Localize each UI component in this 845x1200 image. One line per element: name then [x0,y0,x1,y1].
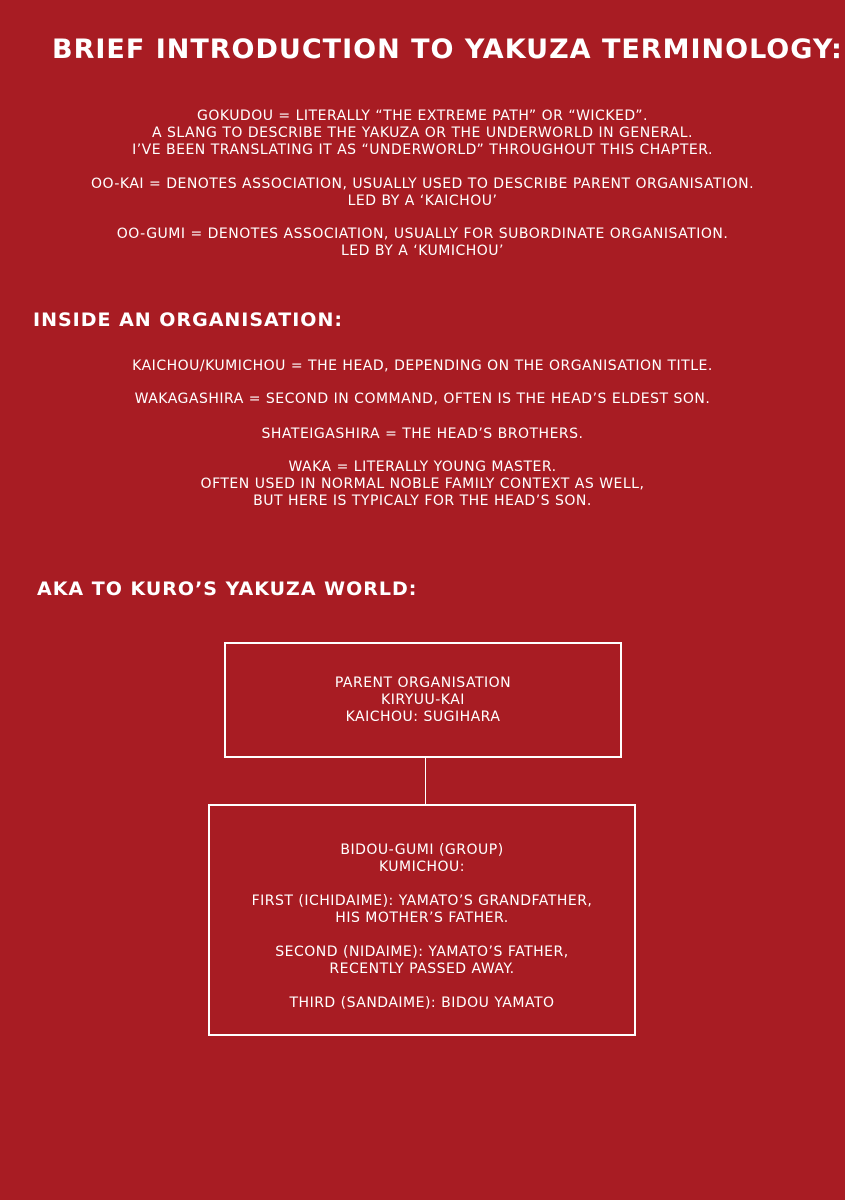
definition-line: I’VE BEEN TRANSLATING IT AS “UNDERWORLD” THROUGHOUT THIS CHAPTER. [132,142,713,158]
box-line: KIRYUU-KAI [381,692,465,708]
definition-oo-kai [0,176,845,210]
definition-line: OO-GUMI = DENOTES ASSOCIATION, USUALLY FOR SUBORDINATE ORGANISATION. [116,226,729,242]
definition-line: GOKUDOU = LITERALLY “THE EXTREME PATH” OR “WICKED”. [197,108,648,124]
hierarchy-connector [425,758,426,804]
role-shateigashira [0,426,845,443]
generation-line: SECOND (NIDAIME): YAMATO’S FATHER, [275,944,569,960]
box-line: KAICHOU: SUGIHARA [345,709,501,725]
definition-line: LED BY A ‘KUMICHOU’ [341,243,504,259]
definition-line: LED BY A ‘KAICHOU’ [347,193,498,209]
definition-line: OO-KAI = DENOTES ASSOCIATION, USUALLY USED TO DESCRIBE PARENT ORGANISATION. [90,176,755,192]
role-line: WAKAGASHIRA = SECOND IN COMMAND, OFTEN IS THE HEAD’S ELDEST SON. [134,391,711,407]
world-heading: AKA TO KURO’S YAKUZA WORLD: [37,578,418,600]
role-line: BUT HERE IS TYPICALY FOR THE HEAD’S SON. [253,493,592,509]
role-line: WAKA = LITERALLY YOUNG MASTER. [288,459,557,475]
box-line: PARENT ORGANISATION [334,675,512,691]
bidou-gumi-box [208,804,636,1036]
generation-line: FIRST (ICHIDAIME): YAMATO’S GRANDFATHER, [251,893,593,909]
role-waka [0,459,845,510]
role-wakagashira [0,391,845,408]
generation-line: HIS MOTHER’S FATHER. [335,910,509,926]
generation-line: RECENTLY PASSED AWAY. [329,961,515,977]
definition-line: A SLANG TO DESCRIBE THE YAKUZA OR THE UNDERWORLD IN GENERAL. [151,125,694,141]
role-line: OFTEN USED IN NORMAL NOBLE FAMILY CONTEXT AS WELL, [200,476,645,492]
organisation-heading: INSIDE AN ORGANISATION: [33,309,343,331]
definition-gokudou [0,108,845,159]
role-line: KAICHOU/KUMICHOU = THE HEAD, DEPENDING ON THE ORGANISATION TITLE. [132,358,713,374]
parent-organisation-box [224,642,622,758]
definition-oo-gumi [0,226,845,260]
role-line: SHATEIGASHIRA = THE HEAD’S BROTHERS. [261,426,584,442]
box-line: KUMICHOU: [378,859,466,875]
box-line: BIDOU-GUMI (GROUP) [340,842,504,858]
role-kaichou [0,358,845,375]
page-title: BRIEF INTRODUCTION TO YAKUZA TERMINOLOGY: [52,34,843,65]
generation-line: THIRD (SANDAIME): BIDOU YAMATO [289,995,555,1011]
